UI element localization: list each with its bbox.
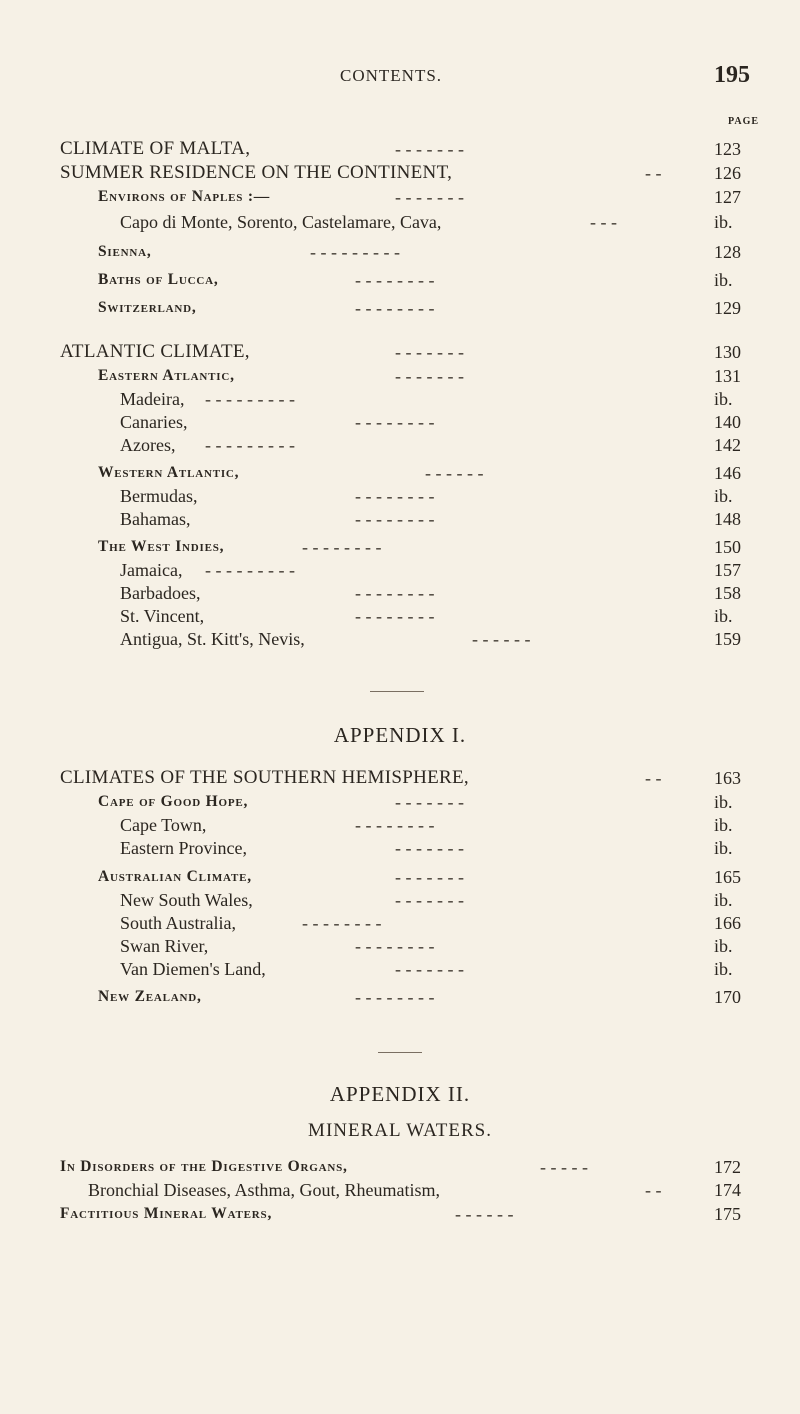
toc-entry-page: 166 [714, 913, 741, 933]
toc-entry-page: ib. [714, 486, 733, 506]
toc-entry-page: ib. [714, 212, 733, 232]
toc-entry-leaders: - - - - - - - - [355, 815, 435, 835]
toc-entry-page: 140 [714, 412, 741, 432]
toc-entry-text: In Disorders of the Digestive Organs, [60, 1158, 348, 1175]
toc-entry-page: 165 [714, 867, 741, 887]
appendix-ii-subtitle: MINERAL WATERS. [308, 1120, 492, 1141]
toc-entry-leaders: - - - - - - - [395, 187, 464, 207]
toc-entry-leaders: - - - [590, 212, 617, 232]
toc-entry-text: CLIMATE OF MALTA, [60, 138, 251, 159]
toc-entry-page: ib. [714, 959, 733, 979]
toc-entry-summer-residence [60, 160, 760, 186]
toc-entry-page: 170 [714, 987, 741, 1007]
toc-entry-text: South Australia, [120, 913, 236, 933]
toc-entry-text: New Zealand, [98, 988, 202, 1005]
toc-entry-page: 157 [714, 560, 741, 580]
toc-entry-page: 123 [714, 139, 741, 159]
section-divider [378, 1052, 422, 1053]
toc-entry-page: ib. [714, 389, 733, 409]
toc-entry-page: ib. [714, 792, 733, 812]
toc-entry-page: ib. [714, 890, 733, 910]
toc-entry-leaders: - - - - - - - - - [205, 560, 295, 580]
toc-entry-leaders: - - - - - - - - [302, 537, 382, 557]
toc-entry-page: 174 [714, 1180, 741, 1200]
toc-entry-southern-hemisphere [60, 765, 760, 791]
toc-entry-text: Barbadoes, [120, 583, 201, 603]
toc-entry-page: 158 [714, 583, 741, 603]
toc-entry-leaders: - - - - - - - - [355, 987, 435, 1007]
toc-entry-text: Switzerland, [98, 299, 197, 316]
toc-entry-text: Canaries, [120, 412, 188, 432]
toc-entry-page: 131 [714, 366, 741, 386]
toc-entry-text: Environs of Naples :— [98, 188, 271, 205]
toc-entry-page: 130 [714, 342, 741, 362]
toc-entry-page: ib. [714, 838, 733, 858]
toc-entry-text: Antigua, St. Kitt's, Nevis, [120, 629, 305, 649]
appendix-ii-title: APPENDIX II. [329, 1082, 471, 1106]
toc-entry-leaders: - - - - - - - [395, 890, 464, 910]
toc-entry-text: Capo di Monte, Sorento, Castelamare, Cava, [120, 212, 442, 232]
toc-entry-leaders: - - - - - - - [395, 139, 464, 159]
toc-entry-page: 163 [714, 768, 741, 788]
toc-entry-text: Madeira, [120, 389, 185, 409]
appendix-i-title: APPENDIX I. [333, 723, 467, 747]
toc-entry-azores [60, 432, 760, 458]
toc-entry-leaders: - - - - - - - - [355, 298, 435, 318]
toc-entry-page: 172 [714, 1157, 741, 1177]
toc-entry-leaders: - - - - - - - [395, 959, 464, 979]
toc-entry-page: 148 [714, 509, 741, 529]
toc-entry-text: The West Indies, [98, 538, 225, 555]
toc-entry-page: 142 [714, 435, 741, 455]
toc-entry-page: ib. [714, 270, 733, 290]
toc-entry-environs-of-naples [60, 184, 760, 210]
toc-entry-text: Australian Climate, [98, 868, 252, 885]
toc-entry-text: Jamaica, [120, 560, 183, 580]
toc-entry-leaders: - - - - - - - [395, 342, 464, 362]
toc-entry-leaders: - - - - - - - - [355, 509, 435, 529]
toc-entry-bronchial-diseases [60, 1177, 760, 1203]
toc-entry-leaders: - - - - - - - - [355, 270, 435, 290]
toc-entry-new-zealand [60, 984, 760, 1010]
toc-entry-page: ib. [714, 606, 733, 626]
toc-entry-bahamas [60, 506, 760, 532]
toc-entry-leaders: - - [645, 1180, 662, 1200]
toc-entry-leaders: - - - - - [540, 1157, 588, 1177]
toc-entry-leaders: - - - - - - - [395, 838, 464, 858]
toc-entry-switzerland [60, 295, 760, 321]
toc-entry-van-diemens-land [60, 956, 760, 982]
toc-entry-text: CLIMATES OF THE SOUTHERN HEMISPHERE, [60, 767, 469, 788]
toc-entry-leaders: - - - - - - [455, 1204, 514, 1224]
toc-entry-leaders: - - - - - - - - [355, 486, 435, 506]
toc-entry-page: 126 [714, 163, 741, 183]
section-divider [370, 691, 424, 692]
toc-entry-leaders: - - - - - - - - - [205, 435, 295, 455]
toc-entry-text: Cape of Good Hope, [98, 793, 249, 810]
toc-entry-page: 128 [714, 242, 741, 262]
toc-entry-text: Western Atlantic, [98, 464, 240, 481]
toc-entry-text: Factitious Mineral Waters, [60, 1205, 273, 1222]
toc-entry-leaders: - - - - - - - - [355, 583, 435, 603]
toc-entry-eastern-province [60, 835, 760, 861]
running-head [0, 62, 800, 92]
toc-entry-page: ib. [714, 936, 733, 956]
toc-entry-leaders: - - [645, 768, 662, 788]
toc-entry-page: 129 [714, 298, 741, 318]
toc-entry-leaders: - - - - - - - - [355, 936, 435, 956]
toc-entry-antigua [60, 626, 760, 652]
toc-entry-text: Bermudas, [120, 486, 198, 506]
running-head-title: CONTENTS. [340, 66, 443, 85]
toc-entry-leaders: - - - - - - - - [302, 913, 382, 933]
toc-entry-text: ATLANTIC CLIMATE, [60, 341, 250, 362]
toc-entry-factitious-mineral-waters [60, 1201, 760, 1227]
toc-entry-page: 175 [714, 1204, 741, 1224]
toc-entry-page: ib. [714, 815, 733, 835]
toc-entry-leaders: - - - - - - - - [355, 606, 435, 626]
toc-entry-leaders: - - - - - - - - - [310, 242, 400, 262]
toc-entry-leaders: - - - - - - - [395, 792, 464, 812]
toc-entry-atlantic-climate [60, 339, 760, 365]
toc-entry-leaders: - - - - - - [425, 463, 484, 483]
toc-entry-leaders: - - - - - - - [395, 366, 464, 386]
toc-entry-text: Bronchial Diseases, Asthma, Gout, Rheumatism, [88, 1180, 440, 1200]
toc-entry-text: SUMMER RESIDENCE ON THE CONTINENT, [60, 162, 453, 183]
toc-entry-leaders: - - - - - - - - [355, 412, 435, 432]
toc-entry-page: 159 [714, 629, 741, 649]
toc-entry-text: Eastern Province, [120, 838, 247, 858]
toc-entry-text: Bahamas, [120, 509, 191, 529]
toc-entry-text: New South Wales, [120, 890, 253, 910]
toc-entry-leaders: - - - - - - - [395, 867, 464, 887]
toc-entry-text: Swan River, [120, 936, 209, 956]
toc-entry-text: Eastern Atlantic, [98, 367, 235, 384]
toc-entry-page: 146 [714, 463, 741, 483]
toc-entry-text: Cape Town, [120, 815, 207, 835]
toc-entry-text: Sienna, [98, 243, 152, 260]
toc-entry-capo-di-monte [60, 209, 760, 235]
page-number: 195 [714, 62, 750, 88]
toc-entry-text: Van Diemen's Land, [120, 959, 266, 979]
toc-entry-baths-of-lucca [60, 267, 760, 293]
toc-entry-climate-of-malta [60, 136, 760, 162]
toc-entry-text: Baths of Lucca, [98, 271, 219, 288]
toc-entry-sienna [60, 239, 760, 265]
toc-entry-leaders: - - [645, 163, 662, 183]
toc-entry-page: 127 [714, 187, 741, 207]
toc-entry-leaders: - - - - - - [472, 629, 531, 649]
page-column-label: PAGE [728, 116, 760, 127]
toc-entry-text: St. Vincent, [120, 606, 205, 626]
toc-entry-text: Azores, [120, 435, 176, 455]
toc-entry-page: 150 [714, 537, 741, 557]
toc-entry-leaders: - - - - - - - - - [205, 389, 295, 409]
